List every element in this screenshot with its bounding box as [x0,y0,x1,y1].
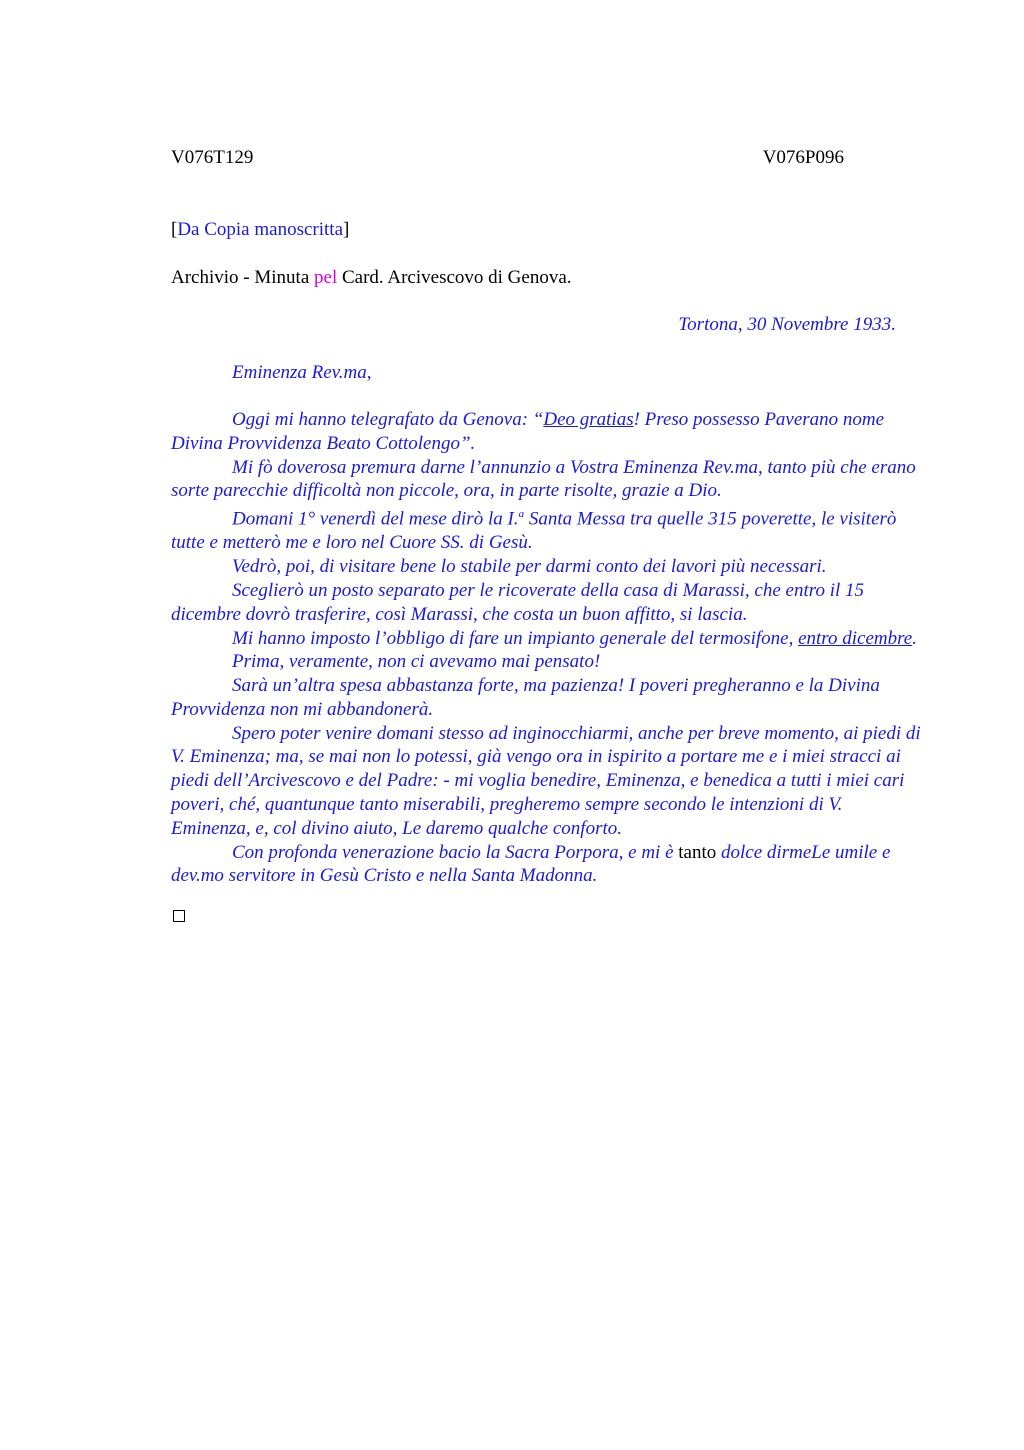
letter-paragraph: Prima, veramente, non ci avevamo mai pensato! [232,651,601,673]
archive-line-part2: Card. Arcivescovo di Genova. [337,267,572,288]
document-code-left: V076T129 [171,147,254,168]
paragraph-text: ! Preso possesso Paverano nome Divina Provvidenza Beato Cottolengo”. [171,409,885,454]
paragraph-text: Santa Messa tra quelle 315 poverette, le visiterò tutte e metterò me e loro nel Cuore SS. di Gesù. [171,508,897,554]
letter-paragraph [171,408,923,456]
underlined-phrase: Deo gratias [543,409,634,430]
letter-paragraph: Spero poter venire domani stesso ad inginocchiarmi, anche per breve momento, ai piedi di V. Eminenza; ma, se mai non lo potessi, già vengo ora in ispirito a portare me e i miei stracci ai piedi dell’Arcivescovo e del Padre: - mi voglia benedire, Eminenza, e benedica a tutti i miei cari poveri, ché, quantunque tanto miserabili, pregheremo sempre secondo le intenzioni di V. Eminenza, e, col divino aiuto, Le daremo qualche conforto. [171,722,921,839]
document-header [171,146,844,170]
salutation: Eminenza Rev.ma, [232,362,372,383]
letter-paragraph: Mi fò doverosa premura darne l’annunzio a Vostra Eminenza Rev.ma, tanto più che erano sorte parecchie difficoltà non piccole, ora, in parte risolte, grazie a Dio. [171,456,916,502]
archive-line-highlight: pel [314,267,338,288]
paragraph-text: Oggi mi hanno telegrafato da Genova: “ [232,409,544,430]
letter-body [171,408,923,888]
letter-paragraph [171,627,923,651]
letter-paragraph: Sceglierò un posto separato per le ricoverate della casa di Marassi, che entro il 15 dicembre dovrò trasferire, così Marassi, che costa un buon affitto, si lascia. [171,579,865,625]
letter-paragraph: Sarà un’altra spesa abbastanza forte, ma pazienza! I poveri pregheranno e la Divina Provvidenza non mi abbandonerà. [171,675,880,720]
source-note-close-bracket: ] [343,219,350,240]
superscript: a [518,508,525,521]
plain-word: tanto [678,841,717,863]
letter-paragraph [171,503,923,555]
source-note-open-bracket: [ [171,219,178,240]
paragraph-text: dolce dirmeLe umile e dev.mo servitore in Gesù Cristo e nella Santa Madonna. [171,841,891,887]
paragraph-text: Domani 1° venerdì del mese dirò la I. [232,508,519,530]
paragraph-text: Mi hanno imposto l’obbligo di fare un impianto generale del termosifone, [232,627,799,649]
document-code-right: V076P096 [762,147,844,168]
archive-line-part1: Archivio - Minuta [171,267,315,288]
archive-line [171,266,572,290]
paragraph-text: Con profonda venerazione bacio la Sacra Porpora, e mi è [232,841,679,863]
document-page [171,0,923,1450]
letter-paragraph [171,841,923,889]
letter-paragraph: Vedrò, poi, di visitare bene lo stabile per darmi conto dei lavori più necessari. [232,556,827,578]
source-note-text: Da Copia manoscritta [177,219,344,240]
paragraph-text: . [912,627,917,649]
source-note [171,218,349,242]
end-box-icon [173,910,185,922]
place-date: Tortona, 30 Novembre 1933. [678,314,896,335]
underlined-phrase: entro dicembre [798,627,913,649]
